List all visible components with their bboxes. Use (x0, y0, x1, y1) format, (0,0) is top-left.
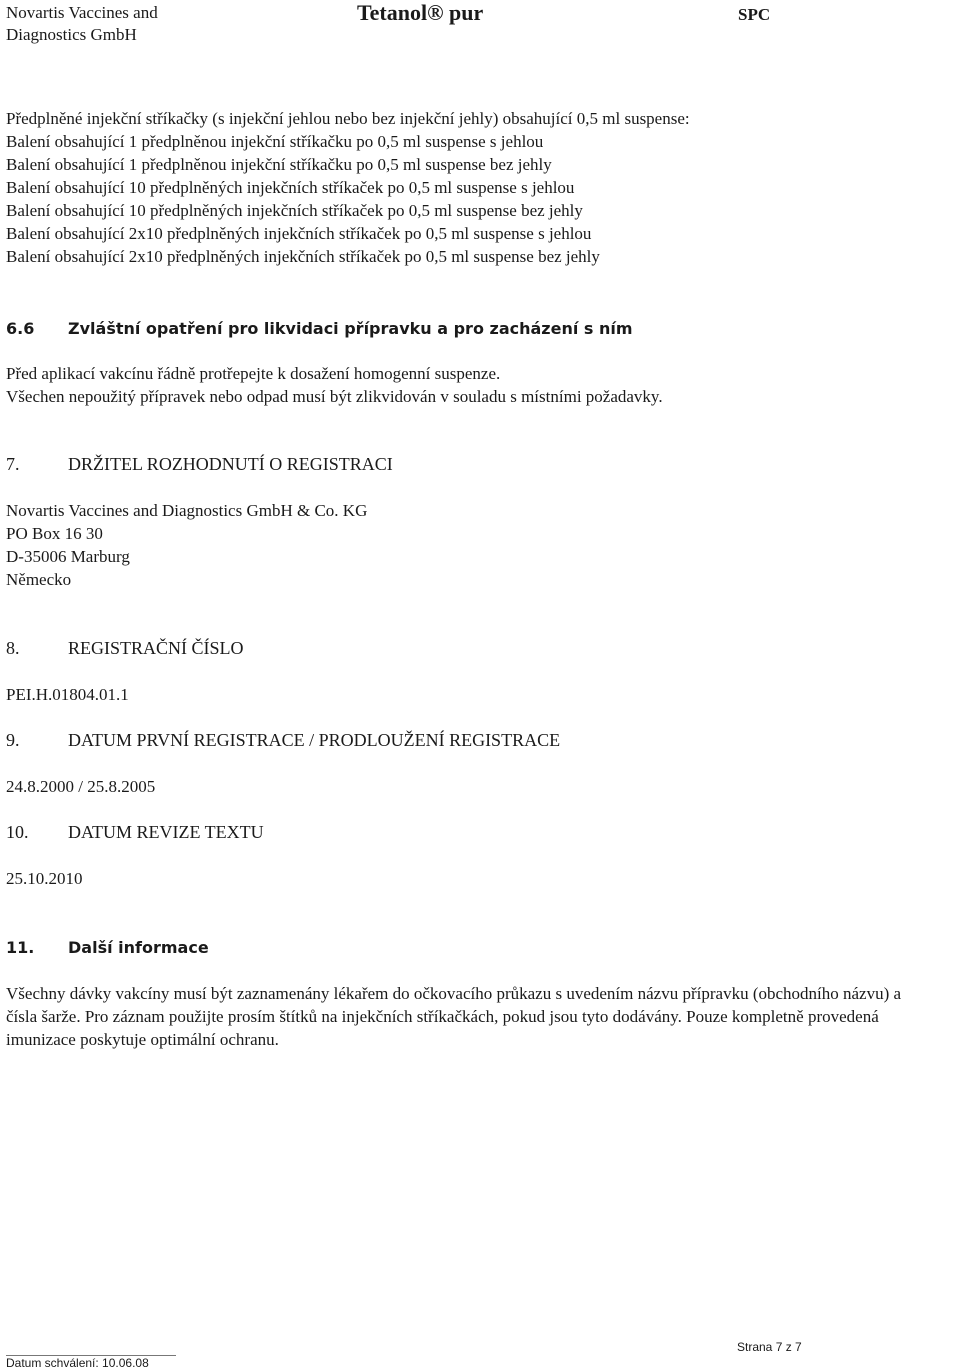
section-title: Zvláštní opatření pro likvidaci přípravku a pro zacházení s ním (68, 319, 633, 338)
packaging-item: Balení obsahující 1 předplněnou injekční stříkačku po 0,5 ml suspense s jehlou (6, 132, 544, 151)
header-doc-type: SPC (738, 5, 771, 24)
section-title: REGISTRAČNÍ ČÍSLO (68, 638, 244, 658)
section-title: DRŽITEL ROZHODNUTÍ O REGISTRACI (68, 454, 393, 474)
address-line: Německo (6, 570, 72, 589)
address-line: Novartis Vaccines and Diagnostics GmbH & Co. KG (6, 501, 368, 520)
paragraph-line: Všechen nepoužitý přípravek nebo odpad musí být zlikvidován v souladu s místními požadavky. (6, 387, 663, 406)
section-number: 9. (6, 730, 20, 750)
section-number: 6.6 (6, 319, 35, 338)
packaging-item: Balení obsahující 10 předplněných injekčních stříkaček po 0,5 ml suspense bez jehly (6, 201, 583, 220)
packaging-intro: Předplněné injekční stříkačky (s injekční jehlou nebo bez injekční jehly) obsahující 0,5 ml suspense: (6, 109, 690, 128)
header-product-name: Tetanol® pur (357, 0, 484, 25)
packaging-item: Balení obsahující 2x10 předplněných injekčních stříkaček po 0,5 ml suspense bez jehly (6, 247, 600, 266)
section-11-text: Všechny dávky vakcíny musí být zaznamenány lékařem do očkovacího průkazu s uvedením názvu přípravku (obchodního názvu) a čísla šarže. Pro záznam použijte prosím štítků na injekčních stříkačkách, pokud jsou tyto dodávány. Pouze kompletně provedená imunizace poskytuje optimální ochranu. (6, 984, 902, 1049)
address-line: D-35006 Marburg (6, 547, 130, 566)
page-number: Strana 7 z 7 (737, 1340, 802, 1354)
section-title: DATUM PRVNÍ REGISTRACE / PRODLOUŽENÍ REGISTRACE (68, 730, 561, 750)
section-title: DATUM REVIZE TEXTU (68, 822, 264, 842)
section-6-6-heading (6, 317, 633, 340)
packaging-item: Balení obsahující 10 předplněných injekčních stříkaček po 0,5 ml suspense s jehlou (6, 178, 575, 197)
section-10-heading (6, 821, 264, 844)
header-company-line1: Novartis Vaccines and (6, 3, 158, 22)
section-number: 10. (6, 822, 29, 842)
packaging-block (6, 107, 690, 268)
approval-date: Datum schválení: 10.06.08 (6, 1356, 149, 1370)
section-number: 11. (6, 938, 35, 957)
registration-dates: 24.8.2000 / 25.8.2005 (6, 777, 156, 796)
section-6-6-text (6, 362, 663, 408)
packaging-item: Balení obsahující 2x10 předplněných injekčních stříkaček po 0,5 ml suspense s jehlou (6, 224, 592, 243)
header-company-line2: Diagnostics GmbH (6, 25, 137, 44)
holder-address (6, 499, 367, 591)
section-7-heading (6, 453, 393, 476)
address-line: PO Box 16 30 (6, 524, 103, 543)
section-number: 7. (6, 454, 20, 474)
section-title: Další informace (68, 938, 209, 957)
paragraph-line: Před aplikací vakcínu řádně protřepejte k dosažení homogenní suspenze. (6, 364, 501, 383)
packaging-item: Balení obsahující 1 předplněnou injekční stříkačku po 0,5 ml suspense bez jehly (6, 155, 552, 174)
section-9-heading (6, 729, 560, 752)
header-company (6, 2, 158, 46)
revision-date: 25.10.2010 (6, 869, 83, 888)
section-8-heading (6, 637, 244, 660)
registration-number: PEI.H.01804.01.1 (6, 685, 129, 704)
section-11-heading (6, 936, 209, 959)
section-number: 8. (6, 638, 20, 658)
